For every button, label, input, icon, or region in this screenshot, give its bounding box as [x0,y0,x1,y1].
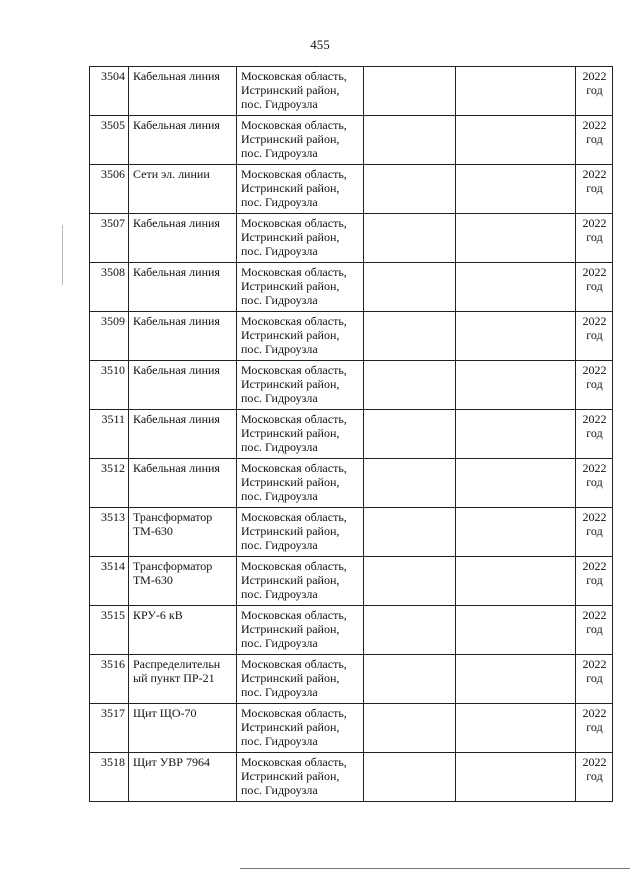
address-line: Московская область, [241,412,347,426]
cell-address [237,361,364,410]
address-line: Истринский район, [241,132,340,146]
cell-year [576,263,613,312]
year-line: год [586,622,603,636]
address-line: Московская область, [241,510,347,524]
year-line: год [586,181,603,195]
table-row [90,361,613,410]
cell-year [576,67,613,116]
cell-year [576,606,613,655]
cell-name [129,214,237,263]
cell-number: 3508 [90,263,129,312]
cell-number: 3517 [90,704,129,753]
address-line: пос. Гидроузла [241,244,318,258]
name-line: Кабельная линия [133,118,220,132]
cell-empty-1 [364,67,456,116]
year-line: 2022 [582,510,607,524]
address-line: Московская область, [241,461,347,475]
year-line: 2022 [582,167,607,181]
table-row [90,165,613,214]
year-line: 2022 [582,118,607,132]
cell-address [237,165,364,214]
name-line: КРУ-6 кВ [133,608,183,622]
cell-name [129,508,237,557]
address-line: Истринский район, [241,377,340,391]
address-line: пос. Гидроузла [241,440,318,454]
cell-address [237,508,364,557]
address-line: Истринский район, [241,230,340,244]
year-line: год [586,720,603,734]
address-line: пос. Гидроузла [241,342,318,356]
address-line: Истринский район, [241,769,340,783]
name-line: Распределительн [133,657,221,671]
year-line: 2022 [582,69,607,83]
year-line: 2022 [582,314,607,328]
cell-number: 3509 [90,312,129,361]
table-row [90,312,613,361]
table-row [90,606,613,655]
address-line: Истринский район, [241,279,340,293]
cell-empty-1 [364,606,456,655]
name-line: Щит УВР 7964 [133,755,210,769]
table-row [90,263,613,312]
year-line: 2022 [582,608,607,622]
cell-year [576,165,613,214]
cell-empty-2 [456,165,576,214]
cell-number: 3511 [90,410,129,459]
table-row [90,116,613,165]
address-line: Московская область, [241,706,347,720]
table-row [90,214,613,263]
cell-empty-1 [364,312,456,361]
cell-year [576,459,613,508]
address-line: Истринский район, [241,181,340,195]
address-line: Истринский район, [241,573,340,587]
name-line: ТМ-630 [133,573,173,587]
address-line: Московская область, [241,216,347,230]
year-line: 2022 [582,461,607,475]
address-line: Истринский район, [241,671,340,685]
cell-address [237,67,364,116]
cell-empty-1 [364,753,456,802]
address-line: пос. Гидроузла [241,685,318,699]
cell-address [237,263,364,312]
cell-empty-1 [364,704,456,753]
name-line: Кабельная линия [133,69,220,83]
year-line: год [586,769,603,783]
year-line: 2022 [582,755,607,769]
cell-empty-1 [364,361,456,410]
name-line: Кабельная линия [133,461,220,475]
address-line: пос. Гидроузла [241,489,318,503]
address-line: Московская область, [241,265,347,279]
year-line: год [586,230,603,244]
cell-name [129,606,237,655]
year-line: год [586,132,603,146]
address-line: пос. Гидроузла [241,293,318,307]
cell-empty-2 [456,459,576,508]
cell-year [576,361,613,410]
cell-address [237,116,364,165]
address-line: Московская область, [241,314,347,328]
address-line: пос. Гидроузла [241,587,318,601]
year-line: год [586,573,603,587]
cell-name [129,165,237,214]
year-line: год [586,279,603,293]
cell-empty-2 [456,704,576,753]
year-line: 2022 [582,265,607,279]
cell-year [576,116,613,165]
page-number: 455 [310,37,330,52]
address-line: Истринский район, [241,720,340,734]
cell-empty-2 [456,508,576,557]
cell-empty-1 [364,263,456,312]
cell-number: 3512 [90,459,129,508]
table-row [90,704,613,753]
address-line: Истринский район, [241,475,340,489]
cell-empty-2 [456,67,576,116]
year-line: год [586,426,603,440]
cell-name [129,459,237,508]
cell-empty-2 [456,557,576,606]
address-line: Истринский район, [241,426,340,440]
address-line: Московская область, [241,69,347,83]
year-line: год [586,377,603,391]
address-line: Московская область, [241,167,347,181]
address-line: Московская область, [241,608,347,622]
year-line: 2022 [582,363,607,377]
cell-empty-1 [364,459,456,508]
cell-name [129,557,237,606]
name-line: Кабельная линия [133,363,220,377]
cell-number: 3506 [90,165,129,214]
year-line: год [586,671,603,685]
address-line: пос. Гидроузла [241,97,318,111]
cell-address [237,655,364,704]
cell-empty-1 [364,165,456,214]
cell-empty-1 [364,557,456,606]
cell-name [129,67,237,116]
cell-name [129,655,237,704]
cell-year [576,410,613,459]
address-line: пос. Гидроузла [241,195,318,209]
address-line: пос. Гидроузла [241,636,318,650]
cell-empty-1 [364,214,456,263]
cell-number: 3515 [90,606,129,655]
year-line: год [586,83,603,97]
year-line: 2022 [582,657,607,671]
year-line: год [586,475,603,489]
cell-empty-1 [364,116,456,165]
cell-address [237,312,364,361]
cell-year [576,557,613,606]
cell-name [129,704,237,753]
name-line: Трансформатор [133,510,213,524]
cell-number: 3504 [90,67,129,116]
cell-year [576,508,613,557]
bottom-rule [240,868,630,869]
address-line: Истринский район, [241,328,340,342]
name-line: ый пункт ПР-21 [133,671,215,685]
cell-name [129,753,237,802]
cell-empty-2 [456,361,576,410]
cell-empty-1 [364,655,456,704]
cell-year [576,704,613,753]
address-line: пос. Гидроузла [241,146,318,160]
name-line: Сети эл. линии [133,167,210,181]
cell-name [129,361,237,410]
year-line: год [586,328,603,342]
cell-address [237,704,364,753]
year-line: 2022 [582,559,607,573]
table-row [90,753,613,802]
cell-empty-2 [456,606,576,655]
cell-number: 3518 [90,753,129,802]
name-line: Кабельная линия [133,216,220,230]
name-line: Кабельная линия [133,265,220,279]
name-line: Трансформатор [133,559,213,573]
address-line: Истринский район, [241,622,340,636]
cell-name [129,116,237,165]
cell-empty-1 [364,410,456,459]
cell-number: 3510 [90,361,129,410]
cell-year [576,312,613,361]
name-line: ТМ-630 [133,524,173,538]
cell-address [237,753,364,802]
cell-empty-2 [456,263,576,312]
table-row [90,557,613,606]
cell-empty-1 [364,508,456,557]
cell-address [237,557,364,606]
cell-address [237,214,364,263]
year-line: 2022 [582,216,607,230]
address-line: пос. Гидроузла [241,391,318,405]
cell-name [129,263,237,312]
table-row [90,655,613,704]
address-line: Московская область, [241,755,347,769]
cell-number: 3505 [90,116,129,165]
cell-year [576,753,613,802]
address-line: пос. Гидроузла [241,538,318,552]
cell-empty-2 [456,753,576,802]
address-line: пос. Гидроузла [241,783,318,797]
cell-address [237,410,364,459]
table-body [90,67,613,802]
cell-number: 3507 [90,214,129,263]
cell-address [237,606,364,655]
cell-address [237,459,364,508]
cell-empty-2 [456,655,576,704]
name-line: Щит ЩО-70 [133,706,197,720]
margin-mark [62,225,63,285]
property-table [89,66,613,802]
address-line: пос. Гидроузла [241,734,318,748]
table-row [90,508,613,557]
cell-year [576,655,613,704]
cell-name [129,312,237,361]
cell-empty-2 [456,214,576,263]
year-line: 2022 [582,706,607,720]
cell-number: 3514 [90,557,129,606]
address-line: Московская область, [241,657,347,671]
year-line: 2022 [582,412,607,426]
name-line: Кабельная линия [133,314,220,328]
year-line: год [586,524,603,538]
table-row [90,67,613,116]
cell-empty-2 [456,312,576,361]
name-line: Кабельная линия [133,412,220,426]
address-line: Московская область, [241,559,347,573]
cell-empty-2 [456,410,576,459]
cell-empty-2 [456,116,576,165]
address-line: Истринский район, [241,83,340,97]
table-row [90,459,613,508]
address-line: Московская область, [241,363,347,377]
cell-number: 3513 [90,508,129,557]
cell-number: 3516 [90,655,129,704]
address-line: Истринский район, [241,524,340,538]
cell-year [576,214,613,263]
table-row [90,410,613,459]
cell-name [129,410,237,459]
address-line: Московская область, [241,118,347,132]
